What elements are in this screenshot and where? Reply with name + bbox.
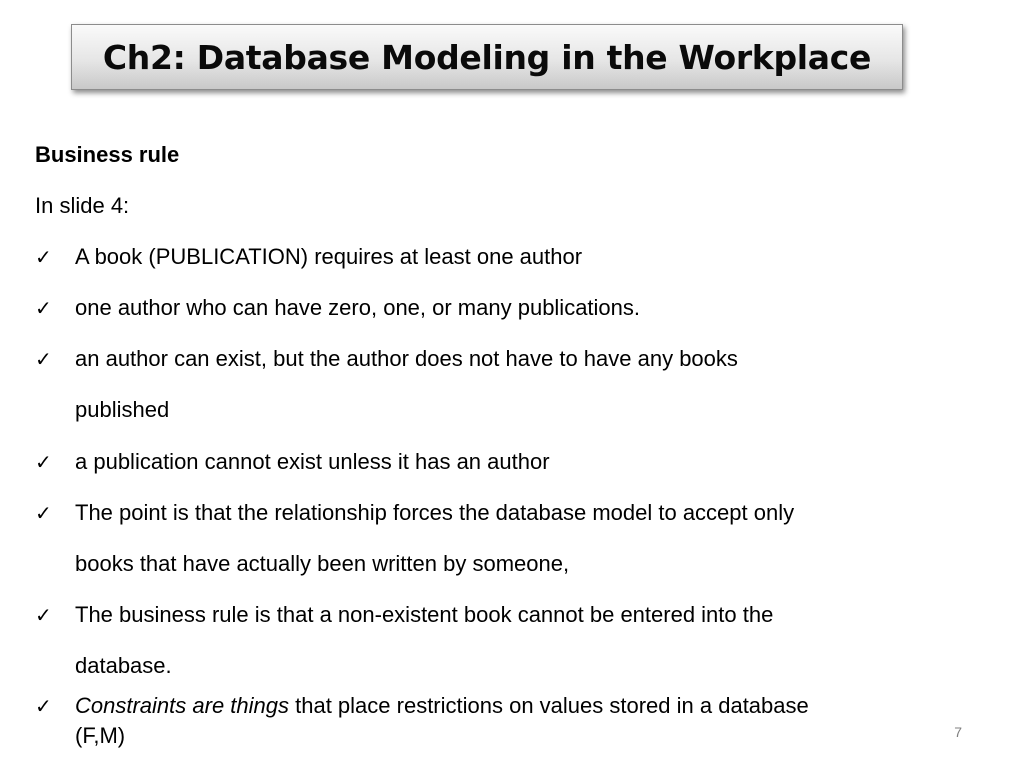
bullet-text-continued: published [75, 397, 170, 422]
bullet-text: an author can exist, but the author does not have to have any books [75, 346, 738, 371]
section-heading: Business rule [35, 142, 180, 167]
bullet-text: The point is that the relationship forces the database model to accept only [75, 500, 795, 525]
bullet-text: A book (PUBLICATION) requires at least one author [75, 244, 583, 269]
bullet-text-continued: books that have actually been written by someone, [75, 551, 570, 576]
bullet-text [75, 691, 955, 721]
bullet-text-continued: database. [75, 653, 172, 678]
checkmark-icon: ✓ [35, 245, 52, 269]
bullet-text-rest: that place restrictions on values stored in a database [289, 693, 809, 718]
bullet-text-continued: (F,M) [75, 723, 126, 748]
checkmark-icon: ✓ [35, 450, 52, 474]
checkmark-icon: ✓ [35, 603, 52, 627]
checkmark-icon: ✓ [35, 347, 52, 371]
bullet-text: a publication cannot exist unless it has an author [75, 449, 550, 474]
bullet-text: The business rule is that a non-existent book cannot be entered into the [75, 602, 774, 627]
slide-title: Ch2: Database Modeling in the Workplace [102, 37, 872, 77]
page-number: 7 [954, 724, 962, 740]
slide-title-box [71, 24, 903, 90]
intro-text: In slide 4: [35, 193, 130, 218]
bullet-text-italic: Constraints are things [75, 693, 289, 718]
checkmark-icon: ✓ [35, 501, 52, 525]
bullet-text: one author who can have zero, one, or many publications. [75, 295, 641, 320]
checkmark-icon: ✓ [35, 694, 52, 718]
checkmark-icon: ✓ [35, 296, 52, 320]
